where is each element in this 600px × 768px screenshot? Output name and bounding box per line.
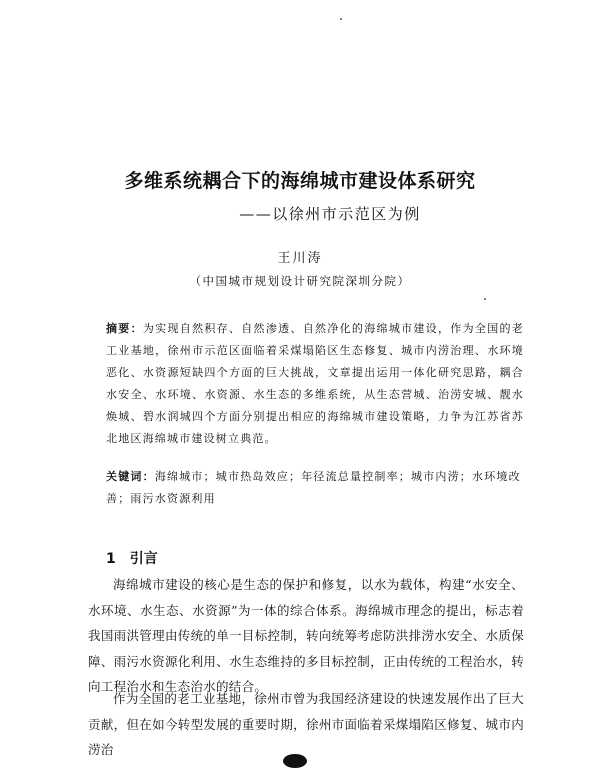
paper-title: 多维系统耦合下的海绵城市建设体系研究	[124, 170, 476, 192]
body-paragraph: 海绵城市建设的核心是生态的保护和修复，以水为载体，构建“水安全、水环境、水生态、水资源”为一体的综合体系。海绵城市理念的提出，标志着我国雨洪管理由传统的单一目标控制，转向统筹考虑防洪排涝水安全、水质保障、雨污水资源化利用、水生态维持的多目标控制，正由传统的工程治水，转向工程治水和生态治水的结合。	[88, 577, 524, 694]
author-name: 王川涛	[277, 251, 323, 266]
author-affiliation: （中国城市规划设计研究院深圳分院）	[189, 274, 411, 288]
abstract-label: 摘要：	[106, 322, 143, 335]
scan-speck	[484, 298, 486, 300]
section-number: 1	[106, 551, 116, 567]
section-heading	[106, 548, 158, 568]
paper-subtitle: ——以徐州市示范区为例	[239, 205, 421, 223]
abstract	[106, 318, 524, 450]
keywords-text: 海绵城市；城市热岛效应；年径流总量控制率；城市内涝；水环境改善；雨污水资源利用	[106, 470, 521, 505]
section-title: 引言	[129, 551, 158, 567]
page-number-mark	[283, 754, 307, 768]
scan-speck	[340, 18, 342, 20]
keywords-label: 关键词：	[106, 470, 155, 483]
body-paragraph: 作为全国的老工业基地，徐州市曾为我国经济建设的快速发展作出了巨大贡献，但在如今转型发展的重要时期，徐州市面临着采煤塌陷区修复、城市内涝治	[88, 691, 524, 757]
abstract-text: 为实现自然积存、自然渗透、自然净化的海绵城市建设，作为全国的老工业基地，徐州市示范区面临着采煤塌陷区生态修复、城市内涝治理、水环境恶化、水资源短缺四个方面的巨大挑战，文章提出运用一体化研究思路，耦合水安全、水环境、水资源、水生态的多维系统，从生态营城、治涝安城、靓水焕城、碧水润城四个方面分别提出相应的海绵城市建设策略，力争为江苏省苏北地区海绵城市建设树立典范。	[106, 322, 524, 445]
keywords	[106, 466, 524, 510]
